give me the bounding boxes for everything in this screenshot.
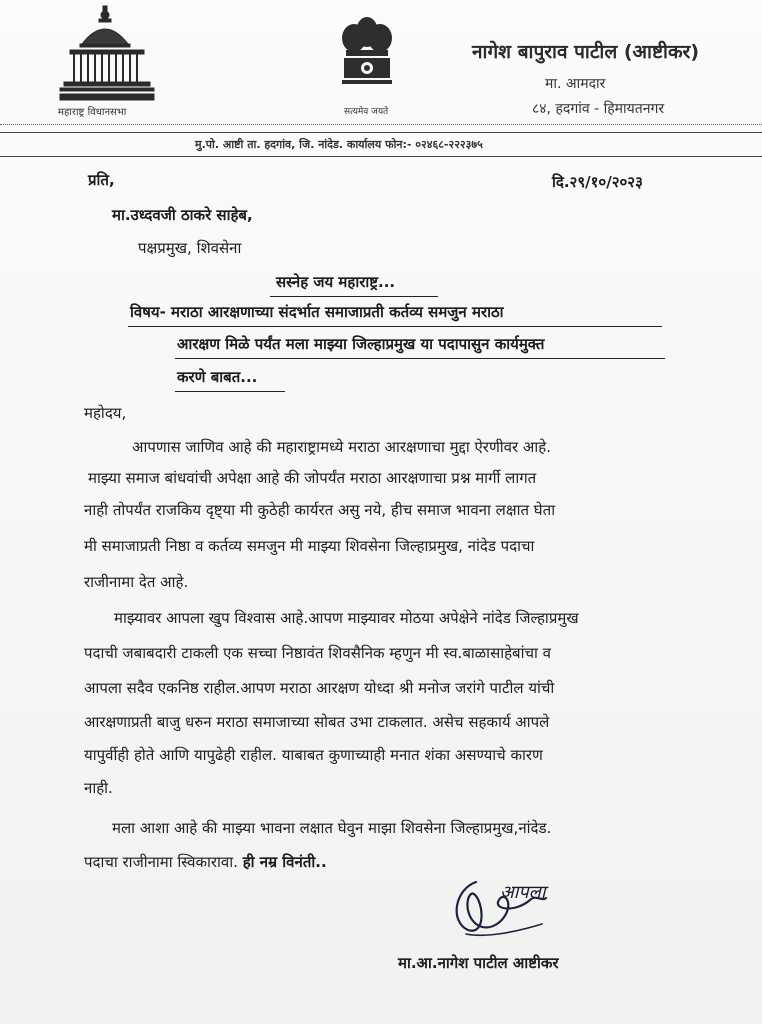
vidhan-sabha-caption: महाराष्ट्र विधानसभा — [58, 107, 127, 118]
recipient-title: पक्षप्रमुख, शिवसेना — [138, 239, 242, 257]
state-emblem — [332, 14, 402, 117]
para3-humble-request: ही नम्र विनंती.. — [242, 853, 327, 871]
vidhan-sabha-building-icon — [52, 4, 162, 104]
greeting-underline — [270, 296, 438, 297]
para2-line-5: यापुर्वीही होते आणि यापुढेही राहील. याबाबत कुणाच्याही मनात शंका असण्याचे कारण — [84, 746, 543, 764]
subject-line-2: आरक्षण मिळे पर्यंत मला माझ्या जिल्हाप्रमुख या पदापासुन कार्यमुक्त — [177, 335, 545, 353]
to-label: प्रति, — [88, 171, 115, 189]
signatory-name: मा.आ.नागेश पाटील आष्टीकर — [398, 954, 559, 972]
emblem-motto: सत्यमेव जयते — [344, 107, 389, 117]
para1-line-4: मी समाजाप्रती निष्ठा व कर्तव्य समजुन मी माझ्या शिवसेना जिल्हाप्रमुख, नांदेड पदाचा — [84, 537, 535, 555]
greeting: सस्नेह जय महाराष्ट्र... — [276, 273, 396, 291]
subject-underline-3 — [175, 391, 285, 392]
para1-line-2: माझ्या समाज बांधवांची अपेक्षा आहे की जोपर्यंत मराठा आरक्षणाचा प्रश्न मार्गी लागत — [88, 469, 537, 487]
para2-line-4: आरक्षणाप्रती बाजु धरुन मराठा समाजाच्या सोबत उभा टाकलात. असेच सहकार्य आपले — [84, 713, 550, 731]
para2-line-6: नाही. — [84, 779, 113, 797]
para2-line-3: आपला सदैव एकनिष्ठ राहील.आपण मराठा आरक्षण योध्दा श्री मनोज जरांगे पाटील यांची — [84, 679, 555, 697]
salutation: महोदय, — [84, 404, 127, 422]
subject-line-3: करणे बाबत... — [177, 368, 258, 386]
header-rule-top — [0, 124, 762, 125]
sender-name: नागेश बापुराव पाटील (आष्टीकर) — [472, 41, 700, 63]
header-rule-lower — [0, 156, 762, 157]
handwritten-signature — [446, 872, 556, 944]
sender-title: मा. आमदार — [545, 76, 606, 92]
para3-request: पदाचा राजीनामा स्विकारावा. — [84, 853, 238, 871]
para1-line-1: आपणास जाणिव आहे की महाराष्ट्रामध्ये मराठा आरक्षणाचा मुद्दा ऐरणीवर आहे. — [132, 438, 551, 456]
letterhead-address: मु.पो. आष्टी ता. हदगांव, जि. नांदेड. कार्यालय फोन:- ०२४६८-२२२३७५ — [195, 138, 483, 151]
vidhan-sabha-logo — [52, 4, 162, 116]
subject-line-1: विषय- मराठा आरक्षणाच्या संदर्भात समाजाप्रती कर्तव्य समजुन मराठा — [130, 303, 504, 321]
para3-line-2 — [84, 852, 327, 872]
header-rule-upper — [0, 132, 762, 133]
subject-underline-2 — [175, 358, 665, 359]
letter-date: दि.२९/१०/२०२३ — [552, 173, 643, 191]
closing-handwritten: आपला — [500, 882, 546, 903]
para1-line-5: राजीनामा देत आहे. — [84, 573, 189, 591]
constituency: ८४, हदगांव - हिमायतनगर — [532, 101, 665, 117]
para2-line-2: पदाची जबाबदारी टाकली एक सच्चा निष्ठावंत शिवसैनिक म्हणुन मी स्व.बाळासाहेबांचा व — [84, 644, 552, 662]
ashoka-emblem-icon — [332, 14, 402, 102]
recipient-name: मा.उध्दवजी ठाकरे साहेब, — [112, 206, 253, 224]
para1-line-3: नाही तोपर्यंत राजकिय दृष्ट्या मी कुठेही कार्यरत असु नये, हीच समाज भावना लक्षात घेता — [84, 501, 556, 519]
para3-line-1: मला आशा आहे की माझ्या भावना लक्षात घेवुन माझा शिवसेना जिल्हाप्रमुख,नांदेड. — [112, 819, 552, 837]
subject-underline-1 — [128, 326, 662, 327]
para2-line-1: माझ्यावर आपला खुप विश्वास आहे.आपण माझ्यावर मोठया अपेक्षेने नांदेड जिल्हाप्रमुख — [114, 609, 579, 627]
